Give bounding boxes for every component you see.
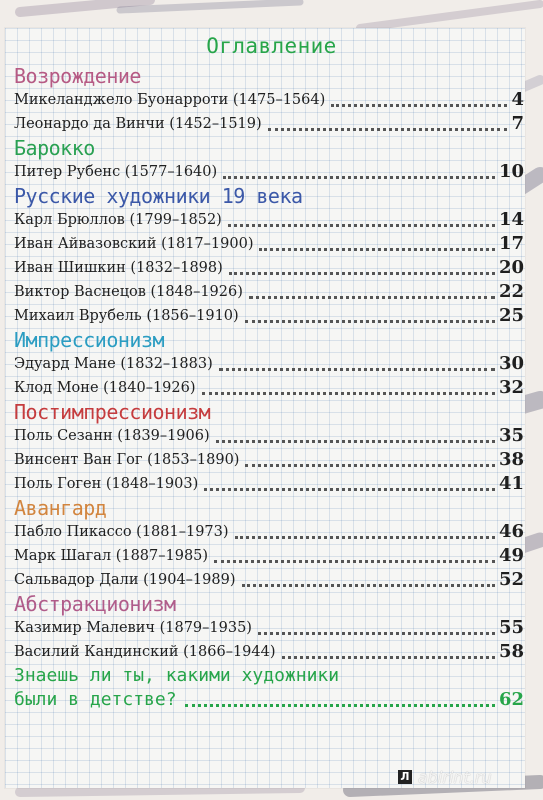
final-page-number: 62 bbox=[498, 689, 524, 710]
dotted-leader bbox=[259, 248, 494, 251]
final-title-line-2: были в детстве? bbox=[14, 689, 177, 710]
entry-name: Сальвадор Дали (1904–1989) bbox=[14, 572, 236, 588]
section-title: Абстракционизм bbox=[14, 592, 176, 616]
dotted-leader bbox=[245, 464, 494, 467]
toc-entry[interactable] bbox=[14, 424, 524, 448]
toc-entry[interactable] bbox=[14, 544, 524, 568]
entry-name: Иван Айвазовский (1817–1900) bbox=[14, 236, 254, 252]
toc-entry[interactable] bbox=[14, 472, 524, 496]
toc-entry[interactable] bbox=[14, 88, 524, 112]
entry-name: Карл Брюллов (1799–1852) bbox=[14, 212, 222, 228]
toc-entry[interactable] bbox=[14, 640, 524, 664]
dotted-leader bbox=[229, 272, 495, 275]
entry-page-number: 25 bbox=[498, 305, 524, 326]
dotted-leader bbox=[282, 656, 495, 659]
dotted-leader bbox=[268, 128, 508, 131]
watermark-text: abirint.ru bbox=[418, 768, 492, 787]
section-title: Возрождение bbox=[14, 64, 141, 88]
entry-page-number: 4 bbox=[511, 89, 524, 110]
toc-entry[interactable] bbox=[14, 568, 524, 592]
dotted-leader bbox=[185, 704, 495, 707]
dotted-leader bbox=[202, 392, 495, 395]
dotted-leader bbox=[219, 368, 495, 371]
entry-page-number: 20 bbox=[498, 257, 524, 278]
section-title: Русские художники 19 века bbox=[14, 184, 303, 208]
toc-title: Оглавление bbox=[206, 34, 337, 58]
entry-page-number: 7 bbox=[511, 113, 524, 134]
toc-entry[interactable] bbox=[14, 616, 524, 640]
entry-name: Казимир Малевич (1879–1935) bbox=[14, 620, 252, 636]
entry-name: Марк Шагал (1887–1985) bbox=[14, 548, 209, 564]
entry-page-number: 14 bbox=[498, 209, 524, 230]
entry-name: Леонардо да Винчи (1452–1519) bbox=[14, 116, 262, 132]
entry-name: Эдуард Мане (1832–1883) bbox=[14, 356, 213, 372]
entry-page-number: 30 bbox=[498, 353, 524, 374]
section-title: Импрессионизм bbox=[14, 328, 165, 352]
entry-page-number: 10 bbox=[498, 161, 524, 182]
toc-entry[interactable] bbox=[14, 256, 524, 280]
dotted-leader bbox=[249, 296, 495, 299]
watermark-badge: Л bbox=[398, 770, 412, 784]
dotted-leader bbox=[331, 104, 507, 107]
toc-entry[interactable] bbox=[14, 280, 524, 304]
dotted-leader bbox=[204, 488, 495, 491]
entry-name: Михаил Врубель (1856–1910) bbox=[14, 308, 239, 324]
entry-page-number: 46 bbox=[498, 521, 524, 542]
entry-name: Клод Моне (1840–1926) bbox=[14, 380, 196, 396]
entry-page-number: 17 bbox=[498, 233, 524, 254]
entry-page-number: 22 bbox=[498, 281, 524, 302]
section-title: Постимпрессионизм bbox=[14, 400, 211, 424]
final-entry[interactable] bbox=[14, 688, 524, 712]
toc-entry[interactable] bbox=[14, 112, 524, 136]
entry-page-number: 58 bbox=[498, 641, 524, 662]
entry-page-number: 41 bbox=[498, 473, 524, 494]
section-title: Барокко bbox=[14, 136, 95, 160]
table-of-contents bbox=[14, 64, 524, 712]
entry-name: Поль Гоген (1848–1903) bbox=[14, 476, 199, 492]
entry-page-number: 32 bbox=[498, 377, 524, 398]
dotted-leader bbox=[223, 176, 495, 179]
toc-entry[interactable] bbox=[14, 352, 524, 376]
entry-page-number: 52 bbox=[498, 569, 524, 590]
dotted-leader bbox=[242, 584, 495, 587]
dotted-leader bbox=[228, 224, 495, 227]
toc-entry[interactable] bbox=[14, 376, 524, 400]
entry-page-number: 55 bbox=[498, 617, 524, 638]
dotted-leader bbox=[245, 320, 495, 323]
entry-name: Поль Сезанн (1839–1906) bbox=[14, 428, 210, 444]
final-title-line-1: Знаешь ли ты, какими художники bbox=[14, 665, 340, 686]
entry-name: Пабло Пикассо (1881–1973) bbox=[14, 524, 229, 540]
entry-name: Микеланджело Буонарроти (1475–1564) bbox=[14, 92, 326, 108]
dotted-leader bbox=[235, 536, 495, 539]
toc-entry[interactable] bbox=[14, 304, 524, 328]
section-title: Авангард bbox=[14, 496, 107, 520]
entry-name: Иван Шишкин (1832–1898) bbox=[14, 260, 223, 276]
dotted-leader bbox=[214, 560, 495, 563]
toc-entry[interactable] bbox=[14, 520, 524, 544]
entry-name: Василий Кандинский (1866–1944) bbox=[14, 644, 276, 660]
entry-name: Питер Рубенс (1577–1640) bbox=[14, 164, 218, 180]
toc-entry[interactable] bbox=[14, 208, 524, 232]
dotted-leader bbox=[258, 632, 495, 635]
dotted-leader bbox=[216, 440, 495, 443]
toc-entry[interactable] bbox=[14, 232, 524, 256]
toc-entry[interactable] bbox=[14, 448, 524, 472]
entry-name: Виктор Васнецов (1848–1926) bbox=[14, 284, 243, 300]
entry-name: Винсент Ван Гог (1853–1890) bbox=[14, 452, 240, 468]
entry-page-number: 38 bbox=[498, 449, 524, 470]
entry-page-number: 49 bbox=[498, 545, 524, 566]
entry-page-number: 35 bbox=[498, 425, 524, 446]
toc-entry[interactable] bbox=[14, 160, 524, 184]
